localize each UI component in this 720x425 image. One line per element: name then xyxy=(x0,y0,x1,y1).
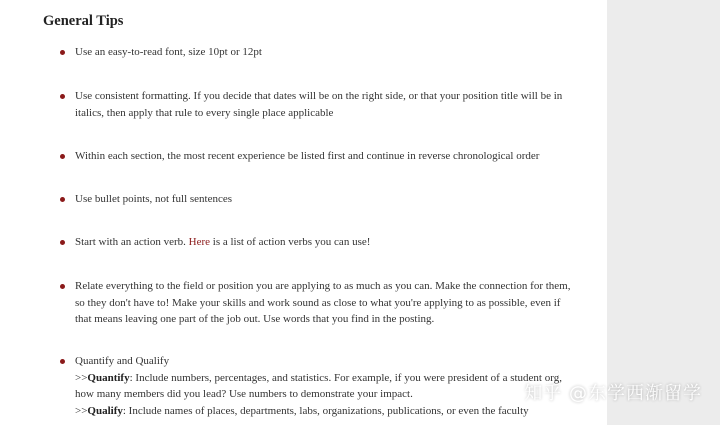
watermark-text: 知乎 @东学西渐留学 xyxy=(524,383,702,404)
bullet-icon xyxy=(60,284,65,289)
tip-text: Relate everything to the field or position you are applying to as much as you can. Make the connection for them, so they don't have to! Make your skills and work sound as close to what you're applying to as possible, even if that means leaving one part of the job out. Use words that you find in the posting. xyxy=(75,280,571,325)
quantify-prefix: >> xyxy=(75,371,88,384)
quantify-label: Quantify xyxy=(87,371,130,384)
qualify-prefix: >> xyxy=(75,404,88,417)
quantify-text: : Include numbers, percentages, and statistics. For example, if you were president of a student org, how many members did you lead? Use numbers to demonstrate your impact. xyxy=(75,371,562,400)
side-panel xyxy=(607,0,720,425)
tip-text: Within each section, the most recent experience be listed first and continue in reverse chronological order xyxy=(75,150,540,162)
tip-item xyxy=(75,278,575,328)
qualify-paragraph xyxy=(75,403,575,420)
bullet-icon xyxy=(60,240,65,245)
bullet-icon xyxy=(60,154,65,159)
qualify-text: : Include names of places, departments, labs, organizations, publications, or even the faculty xyxy=(122,404,529,417)
tip-text-after-link: is a list of action verbs you can use! xyxy=(212,236,371,248)
bullet-icon xyxy=(60,94,65,99)
qualify-label: Qualify xyxy=(87,404,123,417)
tip-item xyxy=(75,191,575,208)
tip-text: Use an easy-to-read font, size 10pt or 12pt xyxy=(75,46,262,58)
tip-text: Use bullet points, not full sentences xyxy=(75,193,233,205)
tip-item xyxy=(75,234,575,251)
tip-item xyxy=(75,148,575,165)
section-heading: General Tips xyxy=(43,13,124,29)
quantify-paragraph xyxy=(75,370,575,403)
tip-item xyxy=(75,44,575,61)
bullet-icon xyxy=(60,50,65,55)
bullet-icon xyxy=(60,359,65,364)
action-verbs-link[interactable]: Here xyxy=(188,236,211,248)
tip-item xyxy=(75,88,575,121)
bullet-icon xyxy=(60,197,65,202)
tip-title: Quantify and Qualify xyxy=(75,355,170,367)
tip-text-before-link: Start with an action verb. xyxy=(75,236,186,248)
tip-item xyxy=(75,353,575,419)
tip-text: Use consistent formatting. If you decide that dates will be on the right side, or that your position title will be in italics, then apply that rule to every single place applicable xyxy=(75,90,563,119)
